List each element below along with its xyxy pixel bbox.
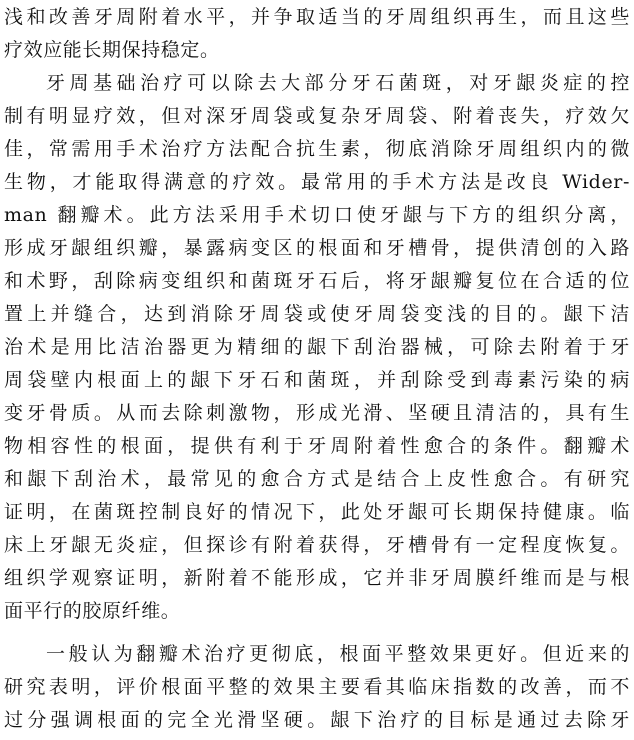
- text-line: 组织学观察证明，新附着不能形成，它并非牙周膜纤维而是与根: [4, 567, 630, 589]
- text-line: 面平行的胶原纤维。: [4, 600, 181, 622]
- text-line: 研究表明，评价根面平整的效果主要看其临床指数的改善，而不: [4, 676, 630, 698]
- text-line: 浅和改善牙周附着水平，并争取适当的牙周组织再生，而且这些: [4, 6, 630, 28]
- text-line: man 翻瓣术。此方法采用手术切口使牙龈与下方的组织分离，: [4, 204, 630, 226]
- text-line: 过分强调根面的完全光滑坚硬。龈下治疗的目标是通过去除牙: [4, 709, 630, 731]
- text-line: 置上并缝合，达到消除牙周袋或使牙周袋变浅的目的。龈下洁: [4, 303, 630, 325]
- text-line: 和龈下刮治术，最常见的愈合方式是结合上皮性愈合。有研究: [4, 468, 630, 490]
- text-line: 和术野，刮除病变组织和菌斑牙石后，将牙龈瓣复位在合适的位: [4, 270, 630, 292]
- text-line: 治术是用比洁治器更为精细的龈下刮治器械，可除去附着于牙: [4, 336, 630, 358]
- text-line: 周袋壁内根面上的龈下牙石和菌斑，并刮除受到毒素污染的病: [4, 369, 630, 391]
- text-line: 床上牙龈无炎症，但探诊有附着获得，牙槽骨有一定程度恢复。: [4, 534, 630, 556]
- text-line: 生物，才能取得满意的疗效。最常用的手术方法是改良 Wider-: [4, 171, 630, 193]
- paragraph-first-line: 一般认为翻瓣术治疗更彻底，根面平整效果更好。但近来的: [46, 643, 630, 665]
- text-line: 疗效应能长期保持稳定。: [4, 39, 220, 61]
- paragraph-first-line: 牙周基础治疗可以除去大部分牙石菌斑，对牙龈炎症的控: [46, 72, 630, 94]
- text-line: 形成牙龈组织瓣，暴露病变区的根面和牙槽骨，提供清创的入路: [4, 237, 630, 259]
- text-line: 证明，在菌斑控制良好的情况下，此处牙龈可长期保持健康。临: [4, 501, 630, 523]
- text-line: 制有明显疗效，但对深牙周袋或复杂牙周袋、附着丧失，疗效欠: [4, 105, 630, 127]
- text-line: 变牙骨质。从而去除刺激物，形成光滑、坚硬且清洁的，具有生: [4, 402, 630, 424]
- text-line: 佳，常需用手术治疗方法配合抗生素，彻底消除牙周组织内的微: [4, 138, 630, 160]
- text-line: 物相容性的根面，提供有利于牙周附着性愈合的条件。翻瓣术: [4, 435, 630, 457]
